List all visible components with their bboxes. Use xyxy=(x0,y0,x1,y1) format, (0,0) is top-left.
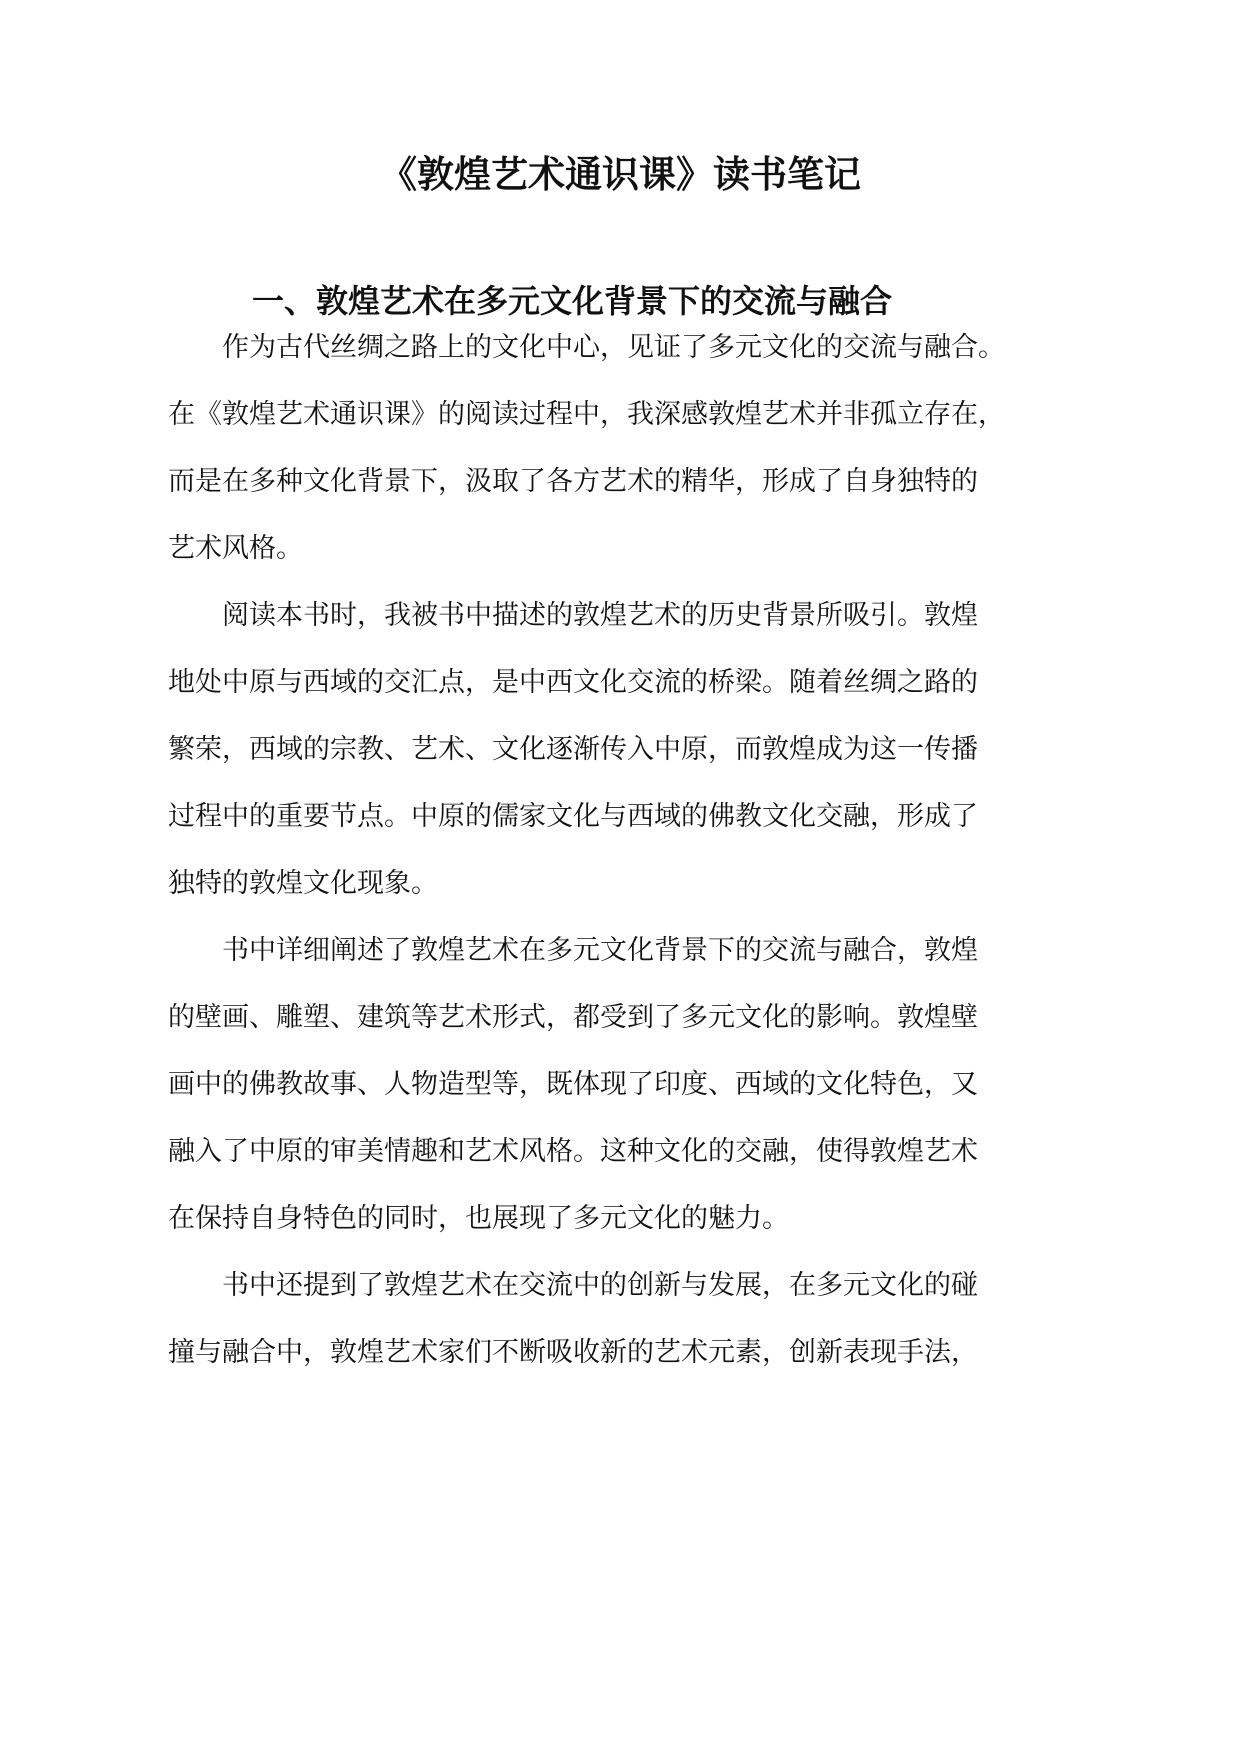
body-line: 撞与融合中，敦煌艺术家们不断吸收新的艺术元素，创新表现手法， xyxy=(168,1337,978,1368)
body-line: 作为古代丝绸之路上的文化中心，见证了多元文化的交流与融合。 xyxy=(222,332,1005,363)
body-line: 书中还提到了敦煌艺术在交流中的创新与发展，在多元文化的碰 xyxy=(222,1270,978,1301)
body-line: 画中的佛教故事、人物造型等，既体现了印度、西域的文化特色，又 xyxy=(168,1069,978,1100)
body-line: 在《敦煌艺术通识课》的阅读过程中，我深感敦煌艺术并非孤立存在， xyxy=(168,399,1005,430)
body-line: 而是在多种文化背景下，汲取了各方艺术的精华，形成了自身独特的 xyxy=(168,466,978,497)
body-line: 繁荣，西域的宗教、艺术、文化逐渐传入中原，而敦煌成为这一传播 xyxy=(168,734,978,765)
section-heading: 一、敦煌艺术在多元文化背景下的交流与融合 xyxy=(252,282,893,320)
body-line: 书中详细阐述了敦煌艺术在多元文化背景下的交流与融合，敦煌 xyxy=(222,935,978,966)
body-line: 融入了中原的审美情趣和艺术风格。这种文化的交融，使得敦煌艺术 xyxy=(168,1136,978,1167)
body-line: 的壁画、雕塑、建筑等艺术形式，都受到了多元文化的影响。敦煌壁 xyxy=(168,1002,978,1033)
body-line: 艺术风格。 xyxy=(168,533,303,564)
document-title: 《敦煌艺术通识课》读书笔记 xyxy=(380,153,861,196)
body-line: 地处中原与西域的交汇点，是中西文化交流的桥梁。随着丝绸之路的 xyxy=(168,667,978,698)
body-line: 过程中的重要节点。中原的儒家文化与西域的佛教文化交融，形成了 xyxy=(168,801,978,832)
body-line: 在保持自身特色的同时，也展现了多元文化的魅力。 xyxy=(168,1203,789,1234)
body-line: 独特的敦煌文化现象。 xyxy=(168,868,438,899)
body-line: 阅读本书时，我被书中描述的敦煌艺术的历史背景所吸引。敦煌 xyxy=(222,600,978,631)
